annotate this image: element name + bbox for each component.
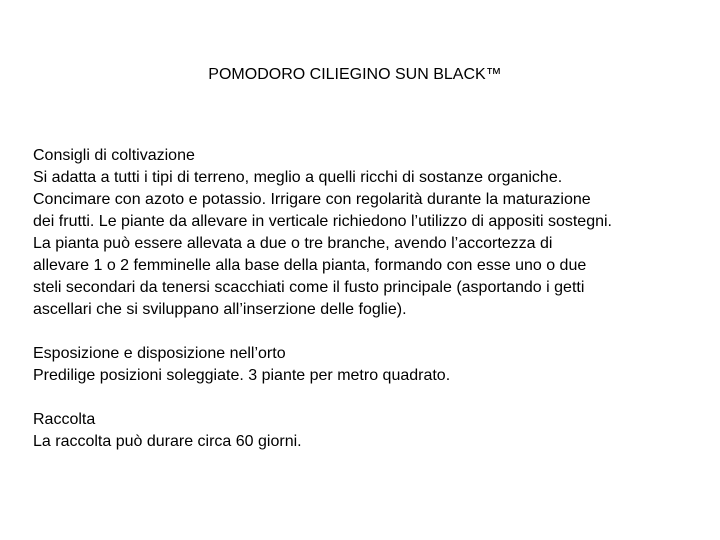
section-heading: Consigli di coltivazione	[33, 147, 195, 164]
paragraph-line: Si adatta a tutti i tipi di terreno, meglio a quelli ricchi di sostanze organiche.	[33, 169, 563, 186]
paragraph-line: steli secondari da tenersi scacchiati come il fusto principale (asportando i getti	[33, 279, 585, 296]
paragraph-line: dei frutti. Le piante da allevare in verticale richiedono l’utilizzo di appositi sostegni.	[33, 213, 612, 230]
paragraph-line: Predilige posizioni soleggiate. 3 piante per metro quadrato.	[33, 367, 451, 384]
paragraph-line: allevare 1 o 2 femminelle alla base della pianta, formando con esse uno o due	[33, 257, 587, 274]
document-body	[33, 145, 703, 475]
section-heading: Esposizione e disposizione nell’orto	[33, 345, 286, 362]
section-cultivation-tips	[33, 145, 703, 321]
paragraph-line: La raccolta può durare circa 60 giorni.	[33, 433, 302, 450]
paragraph-line: Concimare con azoto e potassio. Irrigare con regolarità durante la maturazione	[33, 191, 591, 208]
paragraph-line: La pianta può essere allevata a due o tre branche, avendo l’accortezza di	[33, 235, 553, 252]
section-harvest	[33, 409, 703, 453]
page-title: POMODORO CILIEGINO SUN BLACK™	[208, 66, 502, 83]
paragraph-line: ascellari che si sviluppano all’inserzione delle foglie).	[33, 301, 407, 318]
section-exposure	[33, 343, 703, 387]
section-heading: Raccolta	[33, 411, 96, 428]
